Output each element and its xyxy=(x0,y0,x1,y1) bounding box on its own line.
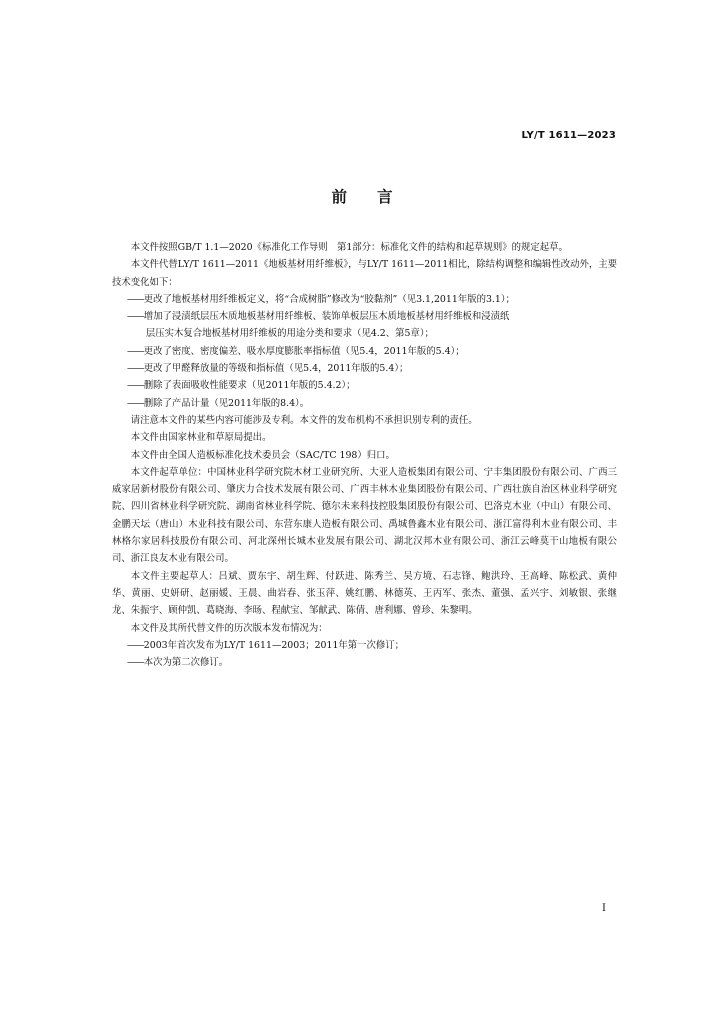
change-item xyxy=(112,360,617,377)
standard-number: LY/T 1611—2023 xyxy=(521,130,616,141)
change-item xyxy=(112,343,617,360)
dash-mark: —— xyxy=(127,380,144,392)
drafters: 本文件主要起草人：吕斌、贾东宇、胡生辉、付跃进、陈秀兰、吴方境、石志锋、鲍洪玲、王高峰、陈松武、黄仲华、黄丽、史妍研、赵丽媛、王晨、曲岩春、张玉萍、姚红鹏、林德英、王丙军、张杰、董强、孟兴宇、刘敏银、张继龙、朱振宇、顾仲凯、葛晓海、李旸、程献宝、邹献武、陈倩、唐利娜、曾珍、朱黎明。 xyxy=(112,570,617,617)
dash-mark: —— xyxy=(127,293,144,305)
dash-mark: —— xyxy=(127,397,144,409)
history-item xyxy=(112,654,617,671)
page-title: 前言 xyxy=(331,188,423,206)
document-body xyxy=(112,239,617,671)
page-number: I xyxy=(602,903,606,914)
change-item-text: 删除了产品计量（见2011年版的8.4）。 xyxy=(143,397,310,409)
change-item-text: 更改了甲醛释放量的等级和指标值（见5.4，2011年版的5.4）； xyxy=(143,363,409,375)
change-item xyxy=(112,395,617,412)
dash-mark: —— xyxy=(127,345,144,357)
change-item-text: 增加了浸渍纸层压木质地板基材用纤维板、装饰单板层压木质地板基材用纤维板和浸渍纸 xyxy=(143,311,510,323)
history-item-text: 2003年首次发布为LY/T 1611—2003；2011年第一次修订； xyxy=(143,639,405,651)
paragraph-replacement: 本文件代替LY/T 1611—2011《地板基材用纤维板》，与LY/T 1611—2011相比，除结构调整和编辑性改动外，主要技术变化如下： xyxy=(112,259,617,288)
change-item xyxy=(112,377,617,394)
change-item-text: 删除了表面吸收性能要求（见2011年版的5.4.2）； xyxy=(143,380,356,392)
dash-mark: —— xyxy=(127,639,144,651)
change-item-text: 更改了密度、密度偏差、吸水厚度膨胀率指标值（见5.4，2011年版的5.4）； xyxy=(143,345,465,357)
dash-mark: —— xyxy=(127,311,144,323)
history-item xyxy=(112,637,617,654)
change-item-continuation: 层压实木复合地板基材用纤维板的用途分类和要求（见4.2、第5章）； xyxy=(145,328,434,340)
patent-notice: 请注意本文件的某些内容可能涉及专利。本文件的发布机构不承担识别专利的责任。 xyxy=(130,414,478,426)
drafting-units: 本文件起草单位：中国林业科学研究院木材工业研究所、大亚人造板集团有限公司、宁丰集团股份有限公司、广西三威家居新材股份有限公司、肇庆力合技术发展有限公司、广西丰林木业集团股份有限公司、广西壮族自治区林业科学研究院、四川省林业科学研究院、湖南省林业科学院、德尔未来科技控股集团股份有限公司、巴洛克木业（中山）有限公司、金鹏天坛（唐山）木业科技有限公司、东营东康人造板有限公司、禹城鲁鑫木业有限公司、浙江富得利木业有限公司、丰林格尔家居科技股份有限公司、河北深州长城木业发展有限公司、湖北汉邦木业有限公司、浙江云峰莫干山地板有限公司、浙江良友木业有限公司。 xyxy=(112,466,617,565)
change-item-text: 更改了地板基材用纤维板定义，将“合成树脂”修改为“胶黏剂”（见3.1,2011年版的3.1）； xyxy=(143,293,515,305)
dash-mark: —— xyxy=(127,657,144,669)
centralized-statement: 本文件由全国人造板标准化技术委员会（SAC/TC 198）归口。 xyxy=(130,449,395,461)
dash-mark: —— xyxy=(127,363,144,375)
history-item-text: 本次为第二次修订。 xyxy=(143,657,229,669)
history-intro: 本文件及其所代替文件的历次版本发布情况为： xyxy=(130,622,328,634)
paragraph-drafting-rules: 本文件按照GB/T 1.1—2020《标准化工作导则 第1部分：标准化文件的结构和起草规则》的规定起草。 xyxy=(130,242,568,253)
proposer-statement: 本文件由国家林业和草原局提出。 xyxy=(130,432,272,444)
change-item xyxy=(112,308,617,325)
change-item xyxy=(112,291,617,308)
